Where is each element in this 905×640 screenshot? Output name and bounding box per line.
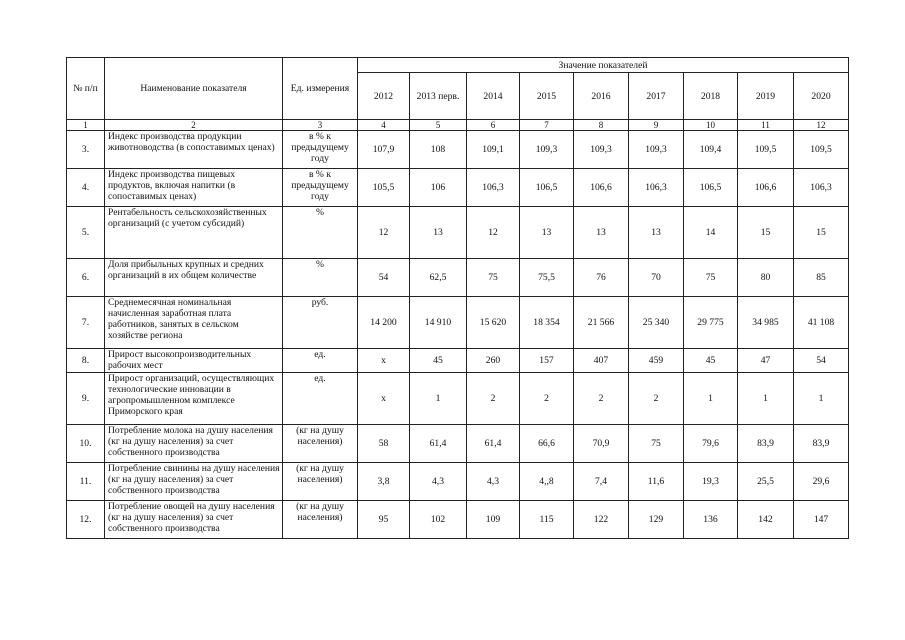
row-number: 3. xyxy=(67,131,105,169)
indicator-name: Потребление молока на душу населения (кг на душу населения) за счет собственного производства xyxy=(105,425,283,463)
indicator-name: Среднемесячная номинальная начисленная заработная плата работников, занятых в сельском хозяйстве региона xyxy=(105,297,283,349)
value-cell: 13 xyxy=(629,207,684,259)
column-number: 7 xyxy=(520,120,574,131)
value-cell: 45 xyxy=(684,349,738,373)
value-cell: 3,8 xyxy=(358,463,410,501)
value-cell: 1 xyxy=(684,373,738,425)
row-number: 7. xyxy=(67,297,105,349)
value-cell: 4,,8 xyxy=(520,463,574,501)
value-cell: 7,4 xyxy=(574,463,629,501)
value-cell: 76 xyxy=(574,259,629,297)
value-cell: 61,4 xyxy=(410,425,467,463)
value-cell: 29,6 xyxy=(794,463,849,501)
value-cell: 12 xyxy=(358,207,410,259)
table-row xyxy=(67,297,849,349)
value-cell: 62,5 xyxy=(410,259,467,297)
value-cell: 106,5 xyxy=(520,169,574,207)
value-cell: 129 xyxy=(629,501,684,539)
table-row xyxy=(67,501,849,539)
row-number: 11. xyxy=(67,463,105,501)
value-cell: 41 108 xyxy=(794,297,849,349)
table-row xyxy=(67,169,849,207)
value-cell: 106,3 xyxy=(467,169,520,207)
header-year: 2012 xyxy=(358,73,410,120)
header-name: Наименование показателя xyxy=(105,58,283,120)
value-cell: 109 xyxy=(467,501,520,539)
value-cell: 115 xyxy=(520,501,574,539)
value-cell: 13 xyxy=(520,207,574,259)
value-cell: 14 200 xyxy=(358,297,410,349)
indicator-name: Индекс производства пищевых продуктов, включая напитки (в сопоставимых ценах) xyxy=(105,169,283,207)
table-row xyxy=(67,259,849,297)
unit-cell: ед. xyxy=(283,349,358,373)
value-cell: 75,5 xyxy=(520,259,574,297)
value-cell: 14 910 xyxy=(410,297,467,349)
column-number: 5 xyxy=(410,120,467,131)
value-cell: 47 xyxy=(738,349,794,373)
header-values-group: Значение показателей xyxy=(358,58,849,73)
header-year: 2015 xyxy=(520,73,574,120)
indicator-name: Потребление овощей на душу населения (кг на душу населения) за счет собственного производства xyxy=(105,501,283,539)
column-number: 2 xyxy=(105,120,283,131)
unit-cell: руб. xyxy=(283,297,358,349)
value-cell: 108 xyxy=(410,131,467,169)
table-row xyxy=(67,425,849,463)
header-row-top xyxy=(67,58,849,73)
header-year: 2017 xyxy=(629,73,684,120)
value-cell: 25,5 xyxy=(738,463,794,501)
value-cell: 18 354 xyxy=(520,297,574,349)
value-cell: 54 xyxy=(794,349,849,373)
row-number: 12. xyxy=(67,501,105,539)
unit-cell: в % к предыдущему году xyxy=(283,131,358,169)
table-row xyxy=(67,207,849,259)
value-cell: 2 xyxy=(629,373,684,425)
value-cell: 19,3 xyxy=(684,463,738,501)
row-number: 8. xyxy=(67,349,105,373)
table-row xyxy=(67,131,849,169)
value-cell: 109,1 xyxy=(467,131,520,169)
value-cell: 66,6 xyxy=(520,425,574,463)
value-cell: 109,5 xyxy=(794,131,849,169)
table-row xyxy=(67,349,849,373)
unit-cell: в % к предыдущему году xyxy=(283,169,358,207)
value-cell: 75 xyxy=(467,259,520,297)
value-cell: 11,6 xyxy=(629,463,684,501)
value-cell: 15 xyxy=(738,207,794,259)
value-cell: 142 xyxy=(738,501,794,539)
unit-cell: (кг на душу населения) xyxy=(283,501,358,539)
value-cell: 2 xyxy=(467,373,520,425)
column-number: 12 xyxy=(794,120,849,131)
value-cell: 102 xyxy=(410,501,467,539)
value-cell: 1 xyxy=(410,373,467,425)
column-number-row xyxy=(67,120,849,131)
value-cell: 4,3 xyxy=(410,463,467,501)
row-number: 9. xyxy=(67,373,105,425)
value-cell: 80 xyxy=(738,259,794,297)
unit-cell: % xyxy=(283,207,358,259)
unit-cell: (кг на душу населения) xyxy=(283,463,358,501)
value-cell: 2 xyxy=(520,373,574,425)
header-year: 2018 xyxy=(684,73,738,120)
value-cell: 61,4 xyxy=(467,425,520,463)
indicator-name: Прирост организаций, осуществляющих технологические инновации в агропромышленном комплексе Приморского края xyxy=(105,373,283,425)
value-cell: 13 xyxy=(410,207,467,259)
value-cell: 58 xyxy=(358,425,410,463)
value-cell: 95 xyxy=(358,501,410,539)
value-cell: 122 xyxy=(574,501,629,539)
value-cell: 25 340 xyxy=(629,297,684,349)
header-unit: Ед. измерения xyxy=(283,58,358,120)
unit-cell: ед. xyxy=(283,373,358,425)
value-cell: 107,9 xyxy=(358,131,410,169)
indicator-name: Индекс производства продукции животноводства (в сопоставимых ценах) xyxy=(105,131,283,169)
row-number: 6. xyxy=(67,259,105,297)
value-cell: 15 620 xyxy=(467,297,520,349)
value-cell: 106,3 xyxy=(794,169,849,207)
value-cell: 157 xyxy=(520,349,574,373)
value-cell: 106,6 xyxy=(574,169,629,207)
value-cell: 109,5 xyxy=(738,131,794,169)
column-number: 1 xyxy=(67,120,105,131)
column-number: 3 xyxy=(283,120,358,131)
indicator-name: Потребление свинины на душу населения (кг на душу населения) за счет собственного производства xyxy=(105,463,283,501)
value-cell: 75 xyxy=(629,425,684,463)
value-cell: 1 xyxy=(738,373,794,425)
value-cell: 13 xyxy=(574,207,629,259)
value-cell: 70 xyxy=(629,259,684,297)
indicator-name: Прирост высокопроизводительных рабочих мест xyxy=(105,349,283,373)
header-year: 2013 перв. xyxy=(410,73,467,120)
value-cell: 106 xyxy=(410,169,467,207)
unit-cell: % xyxy=(283,259,358,297)
value-cell: 75 xyxy=(684,259,738,297)
value-cell: х xyxy=(358,373,410,425)
value-cell: 106,6 xyxy=(738,169,794,207)
value-cell: 106,3 xyxy=(629,169,684,207)
value-cell: 21 566 xyxy=(574,297,629,349)
value-cell: 136 xyxy=(684,501,738,539)
value-cell: 83,9 xyxy=(738,425,794,463)
value-cell: 79,6 xyxy=(684,425,738,463)
value-cell: 109,3 xyxy=(629,131,684,169)
header-num: № п/п xyxy=(67,58,105,120)
column-number: 4 xyxy=(358,120,410,131)
value-cell: 105,5 xyxy=(358,169,410,207)
header-year: 2016 xyxy=(574,73,629,120)
row-number: 4. xyxy=(67,169,105,207)
unit-cell: (кг на душу населения) xyxy=(283,425,358,463)
value-cell: 34 985 xyxy=(738,297,794,349)
value-cell: 1 xyxy=(794,373,849,425)
value-cell: 14 xyxy=(684,207,738,259)
column-number: 11 xyxy=(738,120,794,131)
indicator-name: Доля прибыльных крупных и средних организаций в их общем количестве xyxy=(105,259,283,297)
header-year: 2019 xyxy=(738,73,794,120)
header-year: 2020 xyxy=(794,73,849,120)
value-cell: 2 xyxy=(574,373,629,425)
column-number: 10 xyxy=(684,120,738,131)
value-cell: х xyxy=(358,349,410,373)
value-cell: 70,9 xyxy=(574,425,629,463)
header-year: 2014 xyxy=(467,73,520,120)
value-cell: 459 xyxy=(629,349,684,373)
value-cell: 15 xyxy=(794,207,849,259)
row-number: 5. xyxy=(67,207,105,259)
value-cell: 12 xyxy=(467,207,520,259)
value-cell: 260 xyxy=(467,349,520,373)
table-row xyxy=(67,373,849,425)
value-cell: 109,3 xyxy=(574,131,629,169)
column-number: 8 xyxy=(574,120,629,131)
indicators-table xyxy=(66,57,849,539)
value-cell: 109,3 xyxy=(520,131,574,169)
value-cell: 29 775 xyxy=(684,297,738,349)
indicator-name: Рентабельность сельскохозяйственных организаций (с учетом субсидий) xyxy=(105,207,283,259)
value-cell: 45 xyxy=(410,349,467,373)
value-cell: 4,3 xyxy=(467,463,520,501)
value-cell: 54 xyxy=(358,259,410,297)
value-cell: 407 xyxy=(574,349,629,373)
value-cell: 147 xyxy=(794,501,849,539)
value-cell: 106,5 xyxy=(684,169,738,207)
table-row xyxy=(67,463,849,501)
value-cell: 85 xyxy=(794,259,849,297)
row-number: 10. xyxy=(67,425,105,463)
value-cell: 83,9 xyxy=(794,425,849,463)
value-cell: 109,4 xyxy=(684,131,738,169)
column-number: 9 xyxy=(629,120,684,131)
column-number: 6 xyxy=(467,120,520,131)
